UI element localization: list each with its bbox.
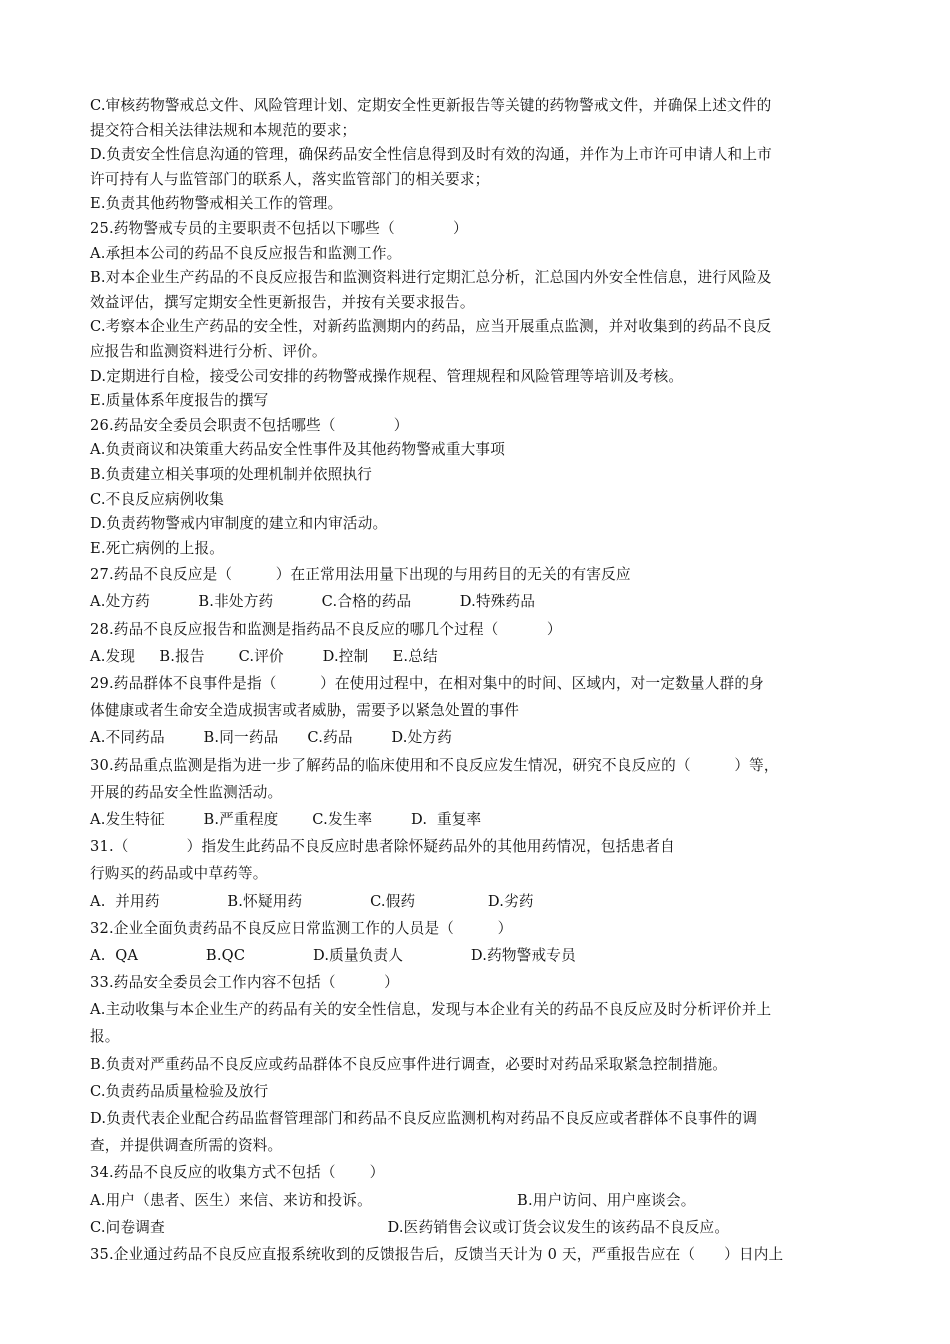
answer-options: A. 并用药 B.怀疑用药 C.假药 D.劣药 (90, 892, 534, 910)
text-line: 效益评估，撰写定期安全性更新报告，并按有关要求报告。 (90, 293, 475, 311)
text-line: C.不良反应病例收集 (90, 490, 225, 508)
text-line: B.对本企业生产药品的不良反应报告和监测资料进行定期汇总分析，汇总国内外安全性信息，进行风险及 (90, 269, 772, 287)
answer-options: A.发生特征 B.严重程度 C.发生率 D. 重复率 (90, 810, 482, 828)
answer-options: A.发现 B.报告 C.评价 D.控制 E.总结 (90, 647, 438, 665)
document-page (90, 94, 862, 1268)
question-25: 25.药物警戒专员的主要职责不包括以下哪些（ ） (90, 219, 468, 237)
text-line: 提交符合相关法律法规和本规范的要求； (90, 121, 357, 139)
answer-options: A.不同药品 B.同一药品 C.药品 D.处方药 (90, 729, 453, 747)
text-line: D.定期进行自检，接受公司安排的药物警戒操作规程、管理规程和风险管理等培训及考核。 (90, 367, 684, 385)
answer-options: A. QA B.QC D.质量负责人 D.药物警戒专员 (90, 946, 576, 964)
text-line: C.负责药品质量检验及放行 (90, 1082, 269, 1100)
text-line: 报。 (90, 1028, 120, 1046)
question-26: 26.药品安全委员会职责不包括哪些（ ） (90, 416, 409, 434)
answer-options: A.处方药 B.非处方药 C.合格的药品 D.特殊药品 (90, 593, 536, 611)
text-line: 查，并提供调查所需的资料。 (90, 1137, 283, 1155)
question-34: 34.药品不良反应的收集方式不包括（ ） (90, 1164, 385, 1182)
text-line: D.负责药物警戒内审制度的建立和内审活动。 (90, 515, 388, 533)
text-line: 开展的药品安全性监测活动。 (90, 783, 283, 801)
text-line: E.质量体系年度报告的撰写 (90, 392, 269, 410)
text-line: C.审核药物警戒总文件、风险管理计划、定期安全性更新报告等关键的药物警戒文件，并确保上述文件的 (90, 97, 772, 114)
question-33: 33.药品安全委员会工作内容不包括（ ） (90, 974, 399, 992)
question-35: 35.企业通过药品不良反应直报系统收到的反馈报告后，反馈当天计为 0 天，严重报告应在（ ）日内上 (90, 1245, 784, 1263)
text-line: A.承担本公司的药品不良反应报告和监测工作。 (90, 244, 402, 262)
question-28: 28.药品不良反应报告和监测是指药品不良反应的哪几个过程（ ） (90, 620, 562, 638)
text-line: A.主动收集与本企业生产的药品有关的安全性信息，发现与本企业有关的药品不良反应及时分析评价并上 (90, 1001, 772, 1019)
answer-options: A.用户（患者、医生）来信、来访和投诉。 B.用户访问、用户座谈会。 (90, 1191, 696, 1209)
text-line: D.负责安全性信息沟通的管理，确保药品安全性信息得到及时有效的沟通，并作为上市许可申请人和上市 (90, 146, 772, 164)
text-line: 体健康或者生命安全造成损害或者威胁，需要予以紧急处置的事件 (90, 702, 520, 720)
answer-options: C.问卷调查 D.医药销售会议或订货会议发生的该药品不良反应。 (90, 1218, 730, 1236)
question-31: 31.（ ）指发生此药品不良反应时患者除怀疑药品外的其他用药情况，包括患者自 (90, 838, 675, 856)
text-line: B.负责对严重药品不良反应或药品群体不良反应事件进行调查，必要时对药品采取紧急控制措施。 (90, 1055, 728, 1073)
question-27: 27.药品不良反应是（ ）在正常用法用量下出现的与用药目的无关的有害反应 (90, 566, 631, 584)
text-line: 许可持有人与监管部门的联系人，落实监管部门的相关要求； (90, 170, 490, 188)
text-line: 应报告和监测资料进行分析、评价。 (90, 342, 327, 360)
text-line: E.负责其他药物警戒相关工作的管理。 (90, 195, 343, 213)
text-line: B.负责建立相关事项的处理机制并依照执行 (90, 465, 373, 483)
question-30: 30.药品重点监测是指为进一步了解药品的临床使用和不良反应发生情况，研究不良反应的（ ）等， (90, 756, 779, 774)
question-29: 29.药品群体不良事件是指（ ）在使用过程中，在相对集中的时间、区域内，对一定数量人群的身 (90, 675, 764, 693)
text-line: E.死亡病例的上报。 (90, 539, 225, 557)
text-line: A.负责商议和决策重大药品安全性事件及其他药物警戒重大事项 (90, 441, 506, 459)
text-line: C.考察本企业生产药品的安全性，对新药监测期内的药品，应当开展重点监测，并对收集到的药品不良反 (90, 318, 772, 336)
question-32: 32.企业全面负责药品不良反应日常监测工作的人员是（ ） (90, 919, 513, 937)
text-line: 行购买的药品或中草药等。 (90, 865, 268, 883)
text-line: D.负责代表企业配合药品监督管理部门和药品不良反应监测机构对药品不良反应或者群体不良事件的调 (90, 1110, 758, 1128)
